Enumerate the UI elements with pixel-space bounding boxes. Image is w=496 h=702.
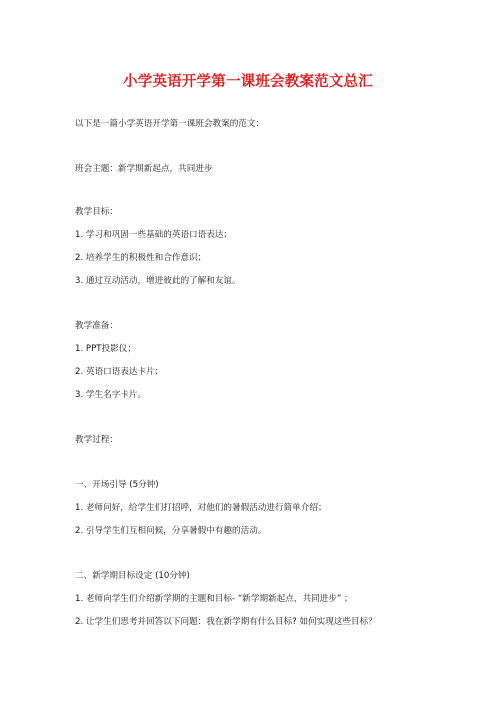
section-item: 1. 老师问好，给学生们打招呼，对他们的暑假活动进行简单介绍； bbox=[75, 503, 327, 513]
section-heading: 一、开场引导 (5分钟) bbox=[75, 480, 159, 490]
process-heading: 教学过程： bbox=[75, 435, 118, 445]
section-item: 2. 让学生们思考并回答以下问题：我在新学期有什么目标? 如何实现这些目标？ bbox=[75, 617, 377, 627]
section-item: 1. 老师向学生们介绍新学期的主题和目标- “新学期新起点，共同进步” ； bbox=[75, 594, 353, 604]
prep-item: 3. 学生名字卡片。 bbox=[75, 390, 147, 400]
theme-paragraph: 班会主题：新学期新起点，共同进步 bbox=[75, 164, 213, 174]
prep-item: 2. 英语口语表达卡片； bbox=[75, 367, 164, 377]
goal-item: 2. 培养学生的积极性和合作意识； bbox=[75, 253, 207, 263]
document-title: 小学英语开学第一课班会教案范文总汇 bbox=[123, 74, 373, 90]
intro-paragraph: 以下是一篇小学英语开学第一课班会教案的范文： bbox=[75, 119, 265, 129]
section-heading: 二、新学期目标设定 (10分钟) bbox=[75, 571, 190, 581]
goal-item: 3. 通过互动活动，增进彼此的了解和友谊。 bbox=[75, 276, 241, 286]
section-item: 2. 引导学生们互相问候，分享暑假中有趣的活动。 bbox=[75, 526, 267, 536]
goal-item: 1. 学习和巩固一些基础的英语口语表达； bbox=[75, 230, 233, 240]
prep-heading: 教学准备： bbox=[75, 321, 118, 331]
prep-item: 1. PPT投影仪； bbox=[75, 344, 136, 354]
goals-heading: 教学目标： bbox=[75, 207, 118, 217]
